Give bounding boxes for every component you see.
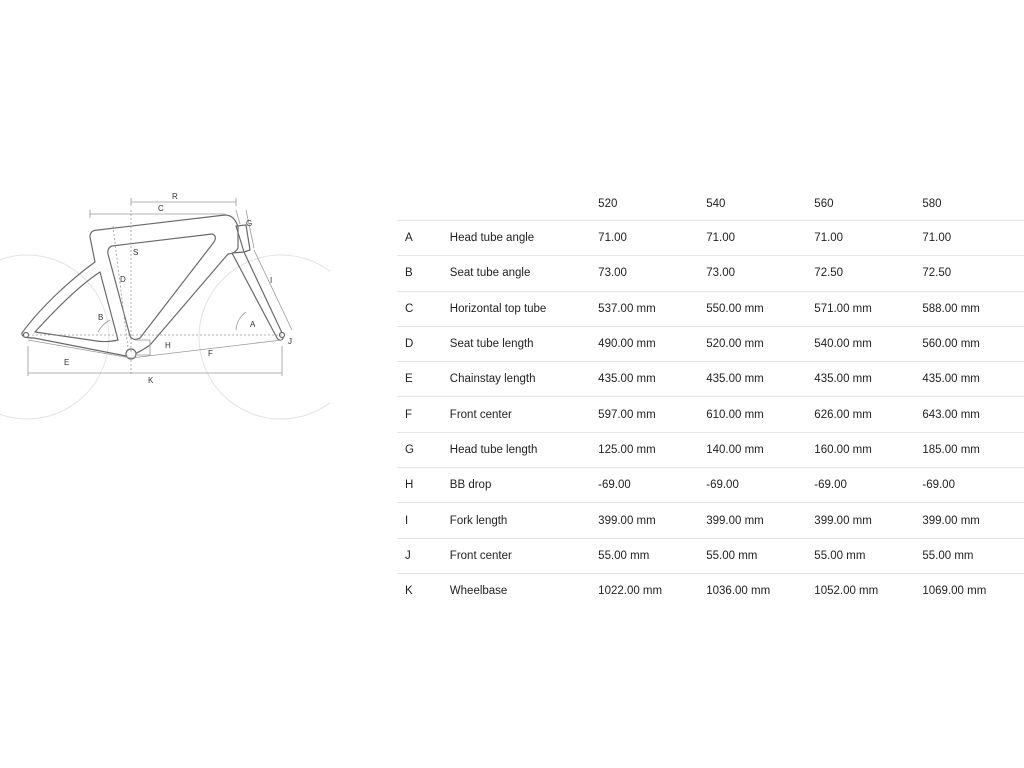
row-name: Head tube length: [449, 443, 538, 456]
table-row: [397, 538, 1024, 573]
row-value-560: 160.00 mm: [814, 443, 872, 456]
row-value-540: 435.00 mm: [706, 373, 764, 386]
row-name: Horizontal top tube: [449, 302, 547, 315]
row-value-580: 1069.00 mm: [922, 585, 987, 598]
row-value-580: 185.00 mm: [922, 443, 980, 456]
table-row: [397, 503, 1024, 538]
row-value-560: 55.00 mm: [814, 549, 866, 562]
row-value-520: 71.00: [598, 232, 627, 245]
row-value-560: 72.50: [814, 267, 844, 280]
table-row: [397, 573, 1024, 608]
row-code: I: [405, 514, 409, 527]
row-value-580: 55.00 mm: [922, 549, 974, 562]
row-code: B: [405, 267, 413, 280]
dim-label-c: C: [158, 204, 164, 213]
row-value-580: 588.00 mm: [922, 302, 980, 315]
row-name: Seat tube length: [449, 338, 534, 351]
row-name: Front center: [449, 549, 512, 562]
row-value-560: 626.00 mm: [814, 408, 872, 421]
row-value-540: 550.00 mm: [706, 302, 764, 315]
dim-label-k: K: [148, 376, 154, 385]
row-value-540: 140.00 mm: [706, 443, 764, 456]
row-name: Front center: [449, 408, 512, 421]
rear-axle: [24, 333, 29, 338]
table-row: [397, 432, 1024, 467]
row-value-520: 435.00 mm: [598, 373, 656, 386]
header-spacer-name: [450, 187, 598, 221]
row-name: Chainstay length: [449, 373, 536, 386]
row-code: F: [405, 408, 413, 421]
row-value-540: 399.00 mm: [706, 514, 764, 527]
row-value-560: 540.00 mm: [814, 338, 872, 351]
table-row: [397, 256, 1024, 291]
dim-label-f: F: [208, 349, 213, 358]
row-value-540: 520.00 mm: [706, 338, 764, 351]
header-spacer-code: [397, 187, 450, 221]
row-value-580: 560.00 mm: [922, 338, 980, 351]
dim-label-e: E: [64, 358, 70, 367]
row-value-580: -69.00: [922, 479, 955, 492]
bike-frame-drawing: [0, 180, 330, 430]
row-value-580: 643.00 mm: [922, 408, 980, 421]
geometry-table: [397, 187, 1024, 608]
dimension-lines: [28, 198, 292, 376]
dim-label-s: S: [133, 248, 139, 257]
table-row: [397, 221, 1024, 256]
dim-label-b: B: [98, 313, 104, 322]
row-value-560: 571.00 mm: [814, 302, 872, 315]
dim-label-g: G: [246, 219, 253, 228]
dim-label-j: J: [288, 337, 292, 346]
row-value-560: -69.00: [814, 479, 847, 492]
row-value-580: 435.00 mm: [922, 373, 980, 386]
row-code: G: [405, 443, 414, 456]
row-name: Seat tube angle: [449, 267, 531, 280]
rear-wheel: [0, 255, 109, 419]
size-column-540: 540: [706, 197, 726, 210]
row-value-540: 1036.00 mm: [706, 585, 771, 598]
row-code: H: [405, 479, 414, 492]
row-name: Head tube angle: [449, 232, 535, 245]
dim-label-a: A: [250, 320, 256, 329]
front-wheel: [199, 255, 330, 419]
row-value-580: 72.50: [922, 267, 952, 280]
row-code: A: [405, 232, 413, 245]
row-value-520: 490.00 mm: [598, 338, 656, 351]
row-value-580: 399.00 mm: [922, 514, 980, 527]
row-value-540: -69.00: [706, 479, 739, 492]
row-code: D: [405, 338, 414, 351]
row-value-520: -69.00: [598, 479, 631, 492]
row-value-560: 1052.00 mm: [814, 585, 879, 598]
row-value-560: 71.00: [814, 232, 844, 245]
row-value-540: 610.00 mm: [706, 408, 764, 421]
row-value-520: 537.00 mm: [598, 302, 656, 315]
row-value-560: 435.00 mm: [814, 373, 872, 386]
row-value-540: 73.00: [706, 267, 736, 280]
row-name: BB drop: [449, 479, 492, 492]
row-code: E: [405, 373, 413, 386]
row-code: C: [405, 302, 414, 315]
table-row: [397, 397, 1024, 432]
row-value-520: 1022.00 mm: [598, 585, 663, 598]
dim-label-h: H: [165, 341, 171, 350]
dim-label-i: I: [270, 276, 273, 285]
row-value-560: 399.00 mm: [814, 514, 872, 527]
row-value-520: 55.00 mm: [598, 549, 650, 562]
row-value-540: 71.00: [706, 232, 736, 245]
row-value-520: 597.00 mm: [598, 408, 656, 421]
dim-label-r: R: [172, 192, 178, 201]
row-name: Fork length: [449, 514, 508, 527]
bike-geometry-diagram: [0, 180, 330, 430]
row-value-580: 71.00: [922, 232, 952, 245]
table-row: [397, 362, 1024, 397]
dim-label-d: D: [120, 275, 126, 284]
row-code: J: [405, 549, 411, 562]
row-name: Wheelbase: [449, 585, 508, 598]
row-value-520: 73.00: [598, 267, 627, 280]
table-row: [397, 291, 1024, 326]
size-column-520: 520: [598, 197, 618, 210]
table-row: [397, 326, 1024, 361]
size-column-580: 580: [922, 197, 942, 210]
row-value-540: 55.00 mm: [706, 549, 758, 562]
size-column-560: 560: [814, 197, 834, 210]
row-code: K: [405, 585, 413, 598]
row-value-520: 125.00 mm: [598, 443, 656, 456]
table-row: [397, 468, 1024, 503]
size-header-row: [397, 187, 1024, 221]
row-value-520: 399.00 mm: [598, 514, 656, 527]
